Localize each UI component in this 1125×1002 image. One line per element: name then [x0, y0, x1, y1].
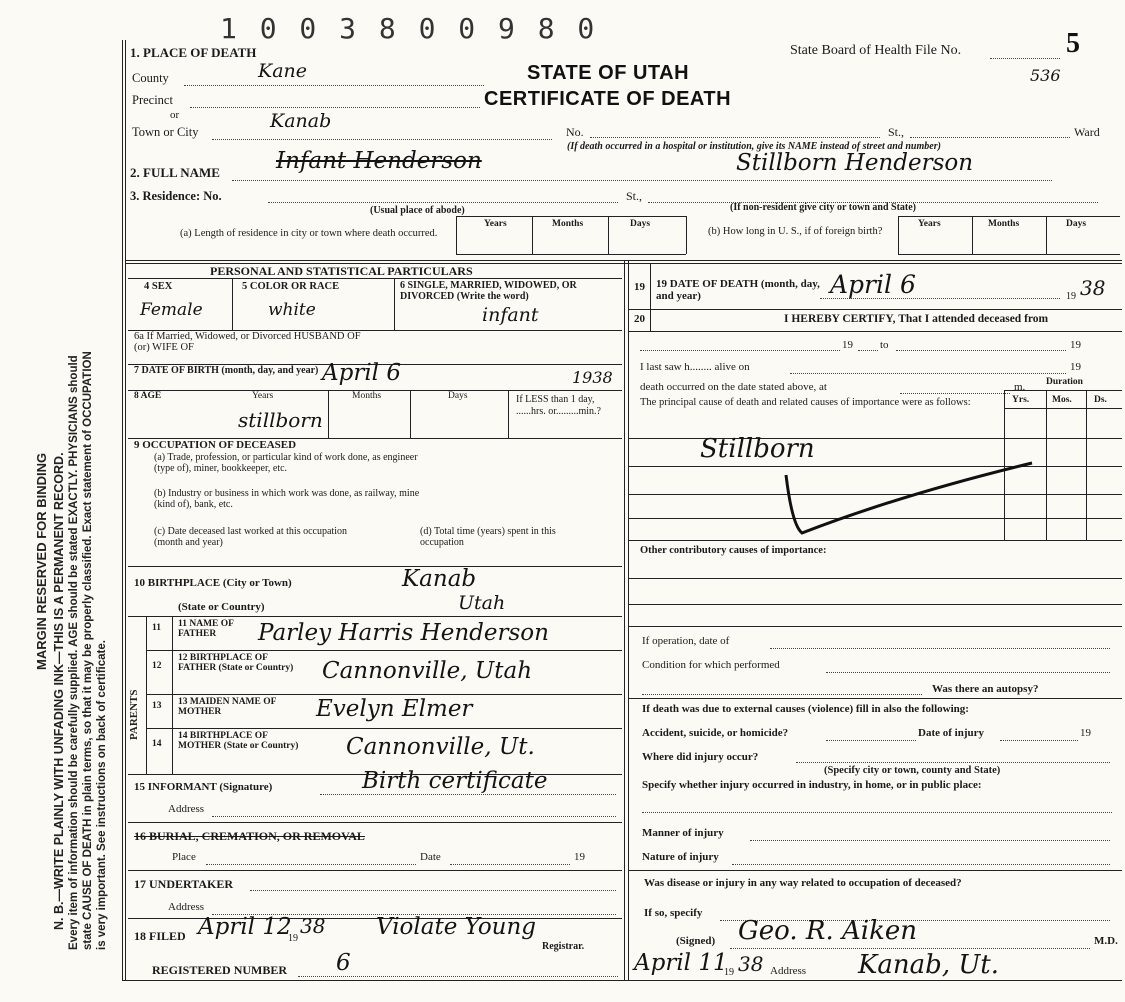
- burial-year: 19: [574, 851, 585, 863]
- cert-num: 20: [634, 313, 645, 325]
- res-days: Days: [630, 219, 651, 229]
- file-no-handwritten: 536: [1030, 66, 1061, 85]
- dur-mos: Mos.: [1052, 395, 1072, 405]
- registrar-signature: Violate Young: [376, 914, 537, 940]
- age-value: stillborn: [238, 408, 323, 432]
- mother-label: 13 MAIDEN NAME OF MOTHER: [178, 697, 277, 717]
- us-years: Years: [918, 219, 941, 229]
- death-m: m.: [1014, 381, 1026, 393]
- attended-to: to: [880, 339, 889, 351]
- father-bp-label: 12 BIRTHPLACE OF FATHER (State or Country): [178, 653, 294, 673]
- death-occurred: death occurred on the date stated above, at: [640, 381, 827, 393]
- sign-year-prefix: 19: [724, 967, 734, 978]
- duration-label: Duration: [1046, 377, 1083, 387]
- date-of-injury: Date of injury: [918, 727, 984, 739]
- sex-label: 4 SEX: [144, 281, 173, 292]
- md-label: M.D.: [1094, 935, 1118, 947]
- autopsy: Was there an autopsy?: [932, 683, 1039, 695]
- place-of-death-heading: 1. PLACE OF DEATH: [130, 45, 257, 60]
- spouse-label: 6a If Married, Widowed, or Divorced HUSBAND OF (or) WIFE OF: [134, 331, 361, 354]
- hospital-note: (If death occurred in a hospital or institution, give its NAME instead of street and number): [567, 141, 941, 152]
- principal-cause: The principal cause of death and related causes of importance were as follows:: [640, 397, 971, 408]
- mother-num: 13: [152, 701, 162, 711]
- signed-value: Geo. R. Aiken: [738, 916, 917, 946]
- dod-label: 19 DATE OF DEATH (month, day, and year): [656, 278, 820, 303]
- occupation-d: (d) Total time (years) spent in this occupation: [420, 526, 556, 549]
- occupation-c: (c) Date deceased last worked at this occupation (month and year): [154, 526, 347, 549]
- undertaker-address-label: Address: [168, 901, 205, 913]
- dob-label: 7 DATE OF BIRTH (month, day, and year): [134, 365, 319, 376]
- external-causes: If death was due to external causes (violence) fill in also the following:: [642, 703, 969, 715]
- undertaker-label: 17 UNDERTAKER: [134, 877, 234, 891]
- burial-place-label: Place: [172, 851, 196, 863]
- mother-bp-value: Cannonville, Ut.: [346, 734, 535, 760]
- dur-yrs: Yrs.: [1012, 395, 1030, 405]
- occupation-a: (a) Trade, profession, or particular kind of work done, as engineer (type of), miner, bookkeeper, etc.: [154, 452, 418, 475]
- specify-city: (Specify city or town, county and State): [824, 765, 1001, 776]
- contributory: Other contributory causes of importance:: [640, 545, 827, 556]
- marital-label: 6 SINGLE, MARRIED, WIDOWED, OR DIVORCED (Write the word): [400, 280, 577, 302]
- res-years: Years: [484, 219, 507, 229]
- full-name-crossed: Infant Henderson: [276, 148, 482, 174]
- length-residence: (a) Length of residence in city or town where death occurred.: [180, 228, 438, 239]
- age-years: Years: [252, 391, 274, 401]
- cause-value: Stillborn: [700, 434, 815, 464]
- attended-19a: 19: [842, 339, 853, 351]
- birthplace-value: Kanab: [402, 566, 477, 592]
- operation-date: If operation, date of: [642, 635, 730, 647]
- dod-year: 38: [1080, 276, 1106, 300]
- if-so-specify: If so, specify: [644, 907, 703, 919]
- sign-date: April 11: [634, 950, 728, 976]
- personal-heading: PERSONAL AND STATISTICAL PARTICULARS: [210, 264, 473, 278]
- mother-bp-num: 14: [152, 739, 162, 749]
- precinct-label: Precinct: [132, 93, 173, 107]
- file-no-label: State Board of Health File No.: [790, 43, 962, 58]
- margin-instructions-3: is very important. See instructions on back of certificate.: [96, 640, 108, 950]
- county-value: Kane: [258, 60, 308, 82]
- age-days: Days: [448, 391, 468, 401]
- residence-label: 3. Residence: No.: [130, 189, 222, 203]
- sign-address-label: Address: [770, 965, 807, 977]
- age-months: Months: [352, 391, 382, 401]
- registrar-label: Registrar.: [542, 941, 585, 952]
- regnum-label: REGISTERED NUMBER: [152, 963, 288, 977]
- certify-text: I HEREBY CERTIFY, That I attended deceased from: [784, 313, 1049, 325]
- nonresident-note: (If non-resident give city or town and State): [730, 202, 917, 213]
- injury-19: 19: [1080, 727, 1091, 739]
- nature-injury: Nature of injury: [642, 851, 719, 863]
- us-days: Days: [1066, 219, 1087, 229]
- informant-label: 15 INFORMANT (Signature): [134, 781, 273, 793]
- town-value: Kanab: [270, 110, 332, 132]
- how-long-us: (b) How long in U. S., if of foreign birth?: [708, 226, 883, 237]
- ward-label: Ward: [1074, 125, 1100, 139]
- certificate-title: CERTIFICATE OF DEATH: [484, 88, 732, 110]
- full-name-label: 2. FULL NAME: [130, 165, 220, 180]
- no-label: No.: [566, 125, 584, 139]
- dod-value: April 6: [830, 270, 916, 299]
- filed-year-prefix: 19: [288, 933, 298, 944]
- attended-19b: 19: [1070, 339, 1081, 351]
- father-bp-value: Cannonville, Utah: [322, 658, 533, 684]
- father-bp-num: 12: [152, 661, 162, 671]
- dod-label-num: 19: [634, 281, 645, 293]
- father-label: 11 NAME OF FATHER: [178, 619, 234, 639]
- regnum-value: 6: [336, 950, 351, 976]
- birthplace-state-value: Utah: [458, 592, 506, 614]
- accident-suicide: Accident, suicide, or homicide?: [642, 727, 789, 739]
- serial-number: 1 0 0 3 8 0 0 9 8 0: [220, 12, 598, 45]
- burial-date-label: Date: [420, 851, 441, 863]
- color-value: white: [268, 300, 316, 320]
- cause-checkmark: [780, 455, 1040, 545]
- margin-instructions-2: state CAUSE OF DEATH in plain terms, so that it may be properly classified. Exact statement of OCCUPATION: [82, 351, 94, 950]
- dur-ds: Ds.: [1094, 395, 1107, 405]
- occupation-b: (b) Industry or business in which work was done, as railway, mine (kind of), bank, etc.: [154, 488, 420, 511]
- filed-label: 18 FILED: [134, 929, 186, 943]
- birthplace-state-label: (State or Country): [178, 601, 265, 613]
- margin-instructions-1: Every item of information should be carefully supplied. AGE should be stated EXACTLY. PHYSICIANS should: [68, 355, 80, 950]
- usual-abode: (Usual place of abode): [370, 205, 465, 216]
- manner-injury: Manner of injury: [642, 827, 724, 839]
- us-months: Months: [988, 219, 1020, 229]
- town-label: Town or City: [132, 125, 199, 139]
- dob-year: 1938: [572, 368, 613, 387]
- st-label: St.,: [888, 125, 905, 139]
- margin-binding-note: MARGIN RESERVED FOR BINDING: [34, 452, 49, 670]
- full-name-value: Stillborn Henderson: [736, 150, 974, 176]
- birthplace-label: 10 BIRTHPLACE (City or Town): [134, 577, 292, 589]
- sign-address-value: Kanab, Ut.: [858, 950, 999, 980]
- mother-value: Evelyn Elmer: [316, 696, 473, 722]
- informant-value: Birth certificate: [362, 768, 548, 794]
- dob-value: April 6: [322, 360, 401, 386]
- disease-occupation: Was disease or injury in any way related to occupation of deceased?: [644, 877, 962, 889]
- filed-value: April 12: [198, 914, 292, 940]
- father-num: 11: [152, 623, 161, 633]
- residence-st: St.,: [626, 189, 643, 203]
- file-no-value: 5: [1066, 28, 1080, 59]
- dod-year-prefix: 19: [1066, 291, 1076, 302]
- informant-address-label: Address: [168, 803, 205, 815]
- signed-label: (Signed): [676, 935, 716, 947]
- where-injury: Where did injury occur?: [642, 751, 759, 763]
- filed-year: 38: [300, 914, 326, 938]
- age-less-than: If LESS than 1 day, ......hrs. or.........min.?: [516, 394, 601, 417]
- last-saw: I last saw h........ alive on: [640, 361, 750, 373]
- occupation-heading: 9 OCCUPATION OF DECEASED: [134, 439, 297, 451]
- burial-label: 16 BURIAL, CREMATION, OR REMOVAL: [134, 829, 365, 843]
- mother-bp-label: 14 BIRTHPLACE OF MOTHER (State or Country): [178, 731, 299, 751]
- margin-permanent-record: N. B.—WRITE PLAINLY WITH UNFADING INK—THIS IS A PERMANENT RECORD.: [52, 452, 66, 930]
- specify-whether: Specify whether injury occurred in industry, in home, or in public place:: [642, 779, 982, 791]
- condition-performed: Condition for which performed: [642, 659, 780, 671]
- parents-label: PARENTS: [128, 689, 140, 740]
- state-title: STATE OF UTAH: [527, 62, 690, 84]
- age-label: 8 AGE: [134, 391, 162, 401]
- color-label: 5 COLOR OR RACE: [242, 281, 340, 292]
- last-saw-19: 19: [1070, 361, 1081, 373]
- county-label: County: [132, 71, 169, 85]
- marital-value: infant: [482, 304, 539, 326]
- or-label: or: [170, 109, 180, 121]
- res-months: Months: [552, 219, 584, 229]
- sex-value: Female: [140, 300, 203, 320]
- sign-year: 38: [738, 952, 764, 976]
- father-value: Parley Harris Henderson: [258, 620, 549, 646]
